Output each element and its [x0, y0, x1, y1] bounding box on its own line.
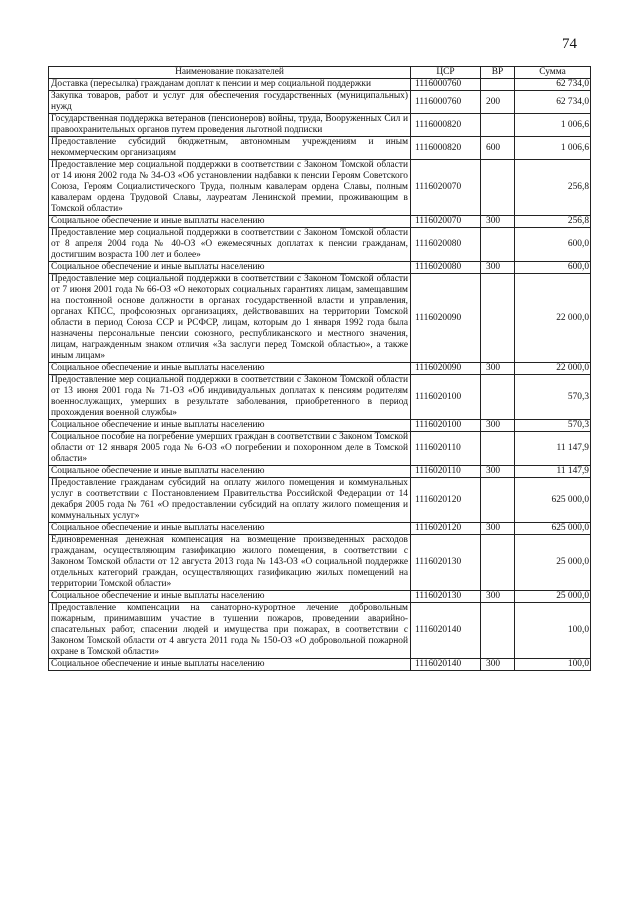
table-row: [49, 79, 591, 91]
cell-vr: 300: [481, 262, 515, 274]
cell-name: Социальное обеспечение и иные выплаты населению: [49, 262, 411, 274]
cell-vr: 300: [481, 216, 515, 228]
header-vr: ВР: [481, 67, 515, 79]
cell-csr: 1116020090: [411, 274, 481, 363]
cell-sum: 570,3: [515, 375, 591, 420]
cell-sum: 22 000,0: [515, 363, 591, 375]
table-row: [49, 160, 591, 216]
table-row: [49, 262, 591, 274]
cell-csr: 1116000820: [411, 114, 481, 137]
cell-sum: 256,8: [515, 216, 591, 228]
cell-vr: 300: [481, 659, 515, 671]
cell-csr: 1116020100: [411, 420, 481, 432]
cell-name: Социальное обеспечение и иные выплаты населению: [49, 420, 411, 432]
cell-sum: 100,0: [515, 603, 591, 659]
cell-vr: 600: [481, 137, 515, 160]
cell-sum: 62 734,0: [515, 79, 591, 91]
cell-vr: [481, 375, 515, 420]
table-row: [49, 535, 591, 591]
cell-vr: [481, 478, 515, 523]
cell-sum: 570,3: [515, 420, 591, 432]
cell-sum: 25 000,0: [515, 535, 591, 591]
cell-vr: [481, 114, 515, 137]
cell-name: Предоставление субсидий бюджетным, автономным учреждениям и иным некоммерческим организациям: [49, 137, 411, 160]
cell-csr: 1116020140: [411, 603, 481, 659]
cell-name: Закупка товаров, работ и услуг для обеспечения государственных (муниципальных) нужд: [49, 91, 411, 114]
table-row: [49, 375, 591, 420]
header-csr: ЦСР: [411, 67, 481, 79]
cell-sum: 11 147,9: [515, 432, 591, 466]
cell-vr: 300: [481, 420, 515, 432]
cell-name: Социальное обеспечение и иные выплаты населению: [49, 523, 411, 535]
cell-vr: 200: [481, 91, 515, 114]
cell-name: Предоставление мер социальной поддержки в соответствии с Законом Томской области от 8 апреля 2004 года № 40-ОЗ «О ежемесячных доплатах к пенсии гражданам, достигшим возраста 100 лет и более»: [49, 228, 411, 262]
cell-sum: 100,0: [515, 659, 591, 671]
cell-name: Предоставление гражданам субсидий на оплату жилого помещения и коммунальных услуг в соответствии с Постановлением Правительства Российской Федерации от 14 декабря 2005 года № 761 «О предоставлении субсидий на оплату жилого помещения и коммунальных услуг»: [49, 478, 411, 523]
cell-sum: 25 000,0: [515, 591, 591, 603]
cell-name: Единовременная денежная компенсация на возмещение произведенных расходов гражданам, осуществляющим газификацию жилого помещения, в соответствии с Законом Томской области от 12 августа 2013 года № 143-ОЗ «О социальной поддержке отдельных категорий граждан, осуществляющих газификацию жилых помещений на территории Томской области»: [49, 535, 411, 591]
cell-sum: 256,8: [515, 160, 591, 216]
table-row: [49, 603, 591, 659]
page-number: 74: [562, 36, 577, 52]
cell-vr: [481, 228, 515, 262]
cell-vr: [481, 274, 515, 363]
header-sum: Сумма: [515, 67, 591, 79]
table-row: [49, 466, 591, 478]
cell-csr: 1116020140: [411, 659, 481, 671]
table-row: [49, 523, 591, 535]
cell-vr: 300: [481, 466, 515, 478]
cell-name: Социальное обеспечение и иные выплаты населению: [49, 216, 411, 228]
cell-csr: 1116020070: [411, 160, 481, 216]
cell-csr: 1116020080: [411, 228, 481, 262]
cell-csr: 1116000760: [411, 91, 481, 114]
budget-table: [48, 66, 591, 671]
table-row: [49, 432, 591, 466]
table-row: [49, 591, 591, 603]
table-row: [49, 420, 591, 432]
cell-name: Предоставление мер социальной поддержки в соответствии с Законом Томской области от 14 июня 2002 года № 34-ОЗ «Об установлении надбавки к пенсии Героям Советского Союза, Героям Социалистического Труда, полным кавалерам ордена Славы, полным кавалерам ордена Трудовой Славы, лауреатам Ленинской премии, проживающим в Томской области»: [49, 160, 411, 216]
cell-sum: 1 006,6: [515, 137, 591, 160]
table-row: [49, 137, 591, 160]
cell-csr: 1116000760: [411, 79, 481, 91]
cell-vr: 300: [481, 363, 515, 375]
cell-csr: 1116020120: [411, 478, 481, 523]
header-name: Наименование показателей: [49, 67, 411, 79]
cell-vr: [481, 160, 515, 216]
cell-vr: [481, 603, 515, 659]
cell-name: Социальное пособие на погребение умерших граждан в соответствии с Законом Томской области от 12 января 2005 года № 6-ОЗ «О погребении и похоронном деле в Томской области»: [49, 432, 411, 466]
cell-name: Предоставление компенсации на санаторно-курортное лечение добровольным пожарным, принимавшим участие в тушении пожаров, проведении аварийно-спасательных работ, спасении людей и имущества при пожарах, в соответствии с Законом Томской области от 4 августа 2011 года № 150-ОЗ «О добровольной пожарной охране в Томской области»: [49, 603, 411, 659]
cell-csr: 1116020070: [411, 216, 481, 228]
cell-csr: 1116020090: [411, 363, 481, 375]
cell-csr: 1116000820: [411, 137, 481, 160]
cell-sum: 62 734,0: [515, 91, 591, 114]
cell-csr: 1116020130: [411, 591, 481, 603]
cell-sum: 625 000,0: [515, 523, 591, 535]
cell-vr: [481, 535, 515, 591]
cell-sum: 625 000,0: [515, 478, 591, 523]
table-row: [49, 659, 591, 671]
cell-csr: 1116020100: [411, 375, 481, 420]
cell-csr: 1116020080: [411, 262, 481, 274]
cell-csr: 1116020120: [411, 523, 481, 535]
cell-csr: 1116020110: [411, 432, 481, 466]
cell-name: Социальное обеспечение и иные выплаты населению: [49, 363, 411, 375]
cell-vr: [481, 79, 515, 91]
table-row: [49, 228, 591, 262]
cell-csr: 1116020130: [411, 535, 481, 591]
table-row: [49, 91, 591, 114]
cell-vr: 300: [481, 523, 515, 535]
cell-vr: [481, 432, 515, 466]
table-row: [49, 363, 591, 375]
table-row: [49, 216, 591, 228]
cell-name: Предоставление мер социальной поддержки в соответствии с Законом Томской области от 7 июня 2001 года № 66-ОЗ «О некоторых социальных гарантиях лицам, замещавшим на постоянной основе должности в органах государственной власти и управления, органах КПСС, профсоюзных организациях, действовавших на территории Томской области в период Союза ССР и РСФСР, лицам, которым до 1 января 1992 года была назначены персональные пенсии союзного, республиканского и местного значения, лицам, награжденным знаком отличия «За заслуги перед Томской областью», а также иным лицам»: [49, 274, 411, 363]
cell-sum: 600,0: [515, 228, 591, 262]
cell-vr: 300: [481, 591, 515, 603]
table-header-row: [49, 67, 591, 79]
cell-name: Социальное обеспечение и иные выплаты населению: [49, 591, 411, 603]
cell-sum: 22 000,0: [515, 274, 591, 363]
table-row: [49, 478, 591, 523]
cell-sum: 11 147,9: [515, 466, 591, 478]
cell-name: Социальное обеспечение и иные выплаты населению: [49, 659, 411, 671]
cell-name: Социальное обеспечение и иные выплаты населению: [49, 466, 411, 478]
cell-sum: 1 006,6: [515, 114, 591, 137]
cell-name: Предоставление мер социальной поддержки в соответствии с Законом Томской области от 13 июня 2001 года № 71-ОЗ «Об индивидуальных доплатах к пенсиям родителям военнослужащих, умерших в результате заболевания, приобретенного в период прохождения военной службы»: [49, 375, 411, 420]
cell-name: Доставка (пересылка) гражданам доплат к пенсии и мер социальной поддержки: [49, 79, 411, 91]
cell-sum: 600,0: [515, 262, 591, 274]
cell-csr: 1116020110: [411, 466, 481, 478]
table-row: [49, 114, 591, 137]
cell-name: Государственная поддержка ветеранов (пенсионеров) войны, труда, Вооруженных Сил и правоохранительных органов путем проведения льготной подписки: [49, 114, 411, 137]
table-body: [49, 79, 591, 671]
table-row: [49, 274, 591, 363]
